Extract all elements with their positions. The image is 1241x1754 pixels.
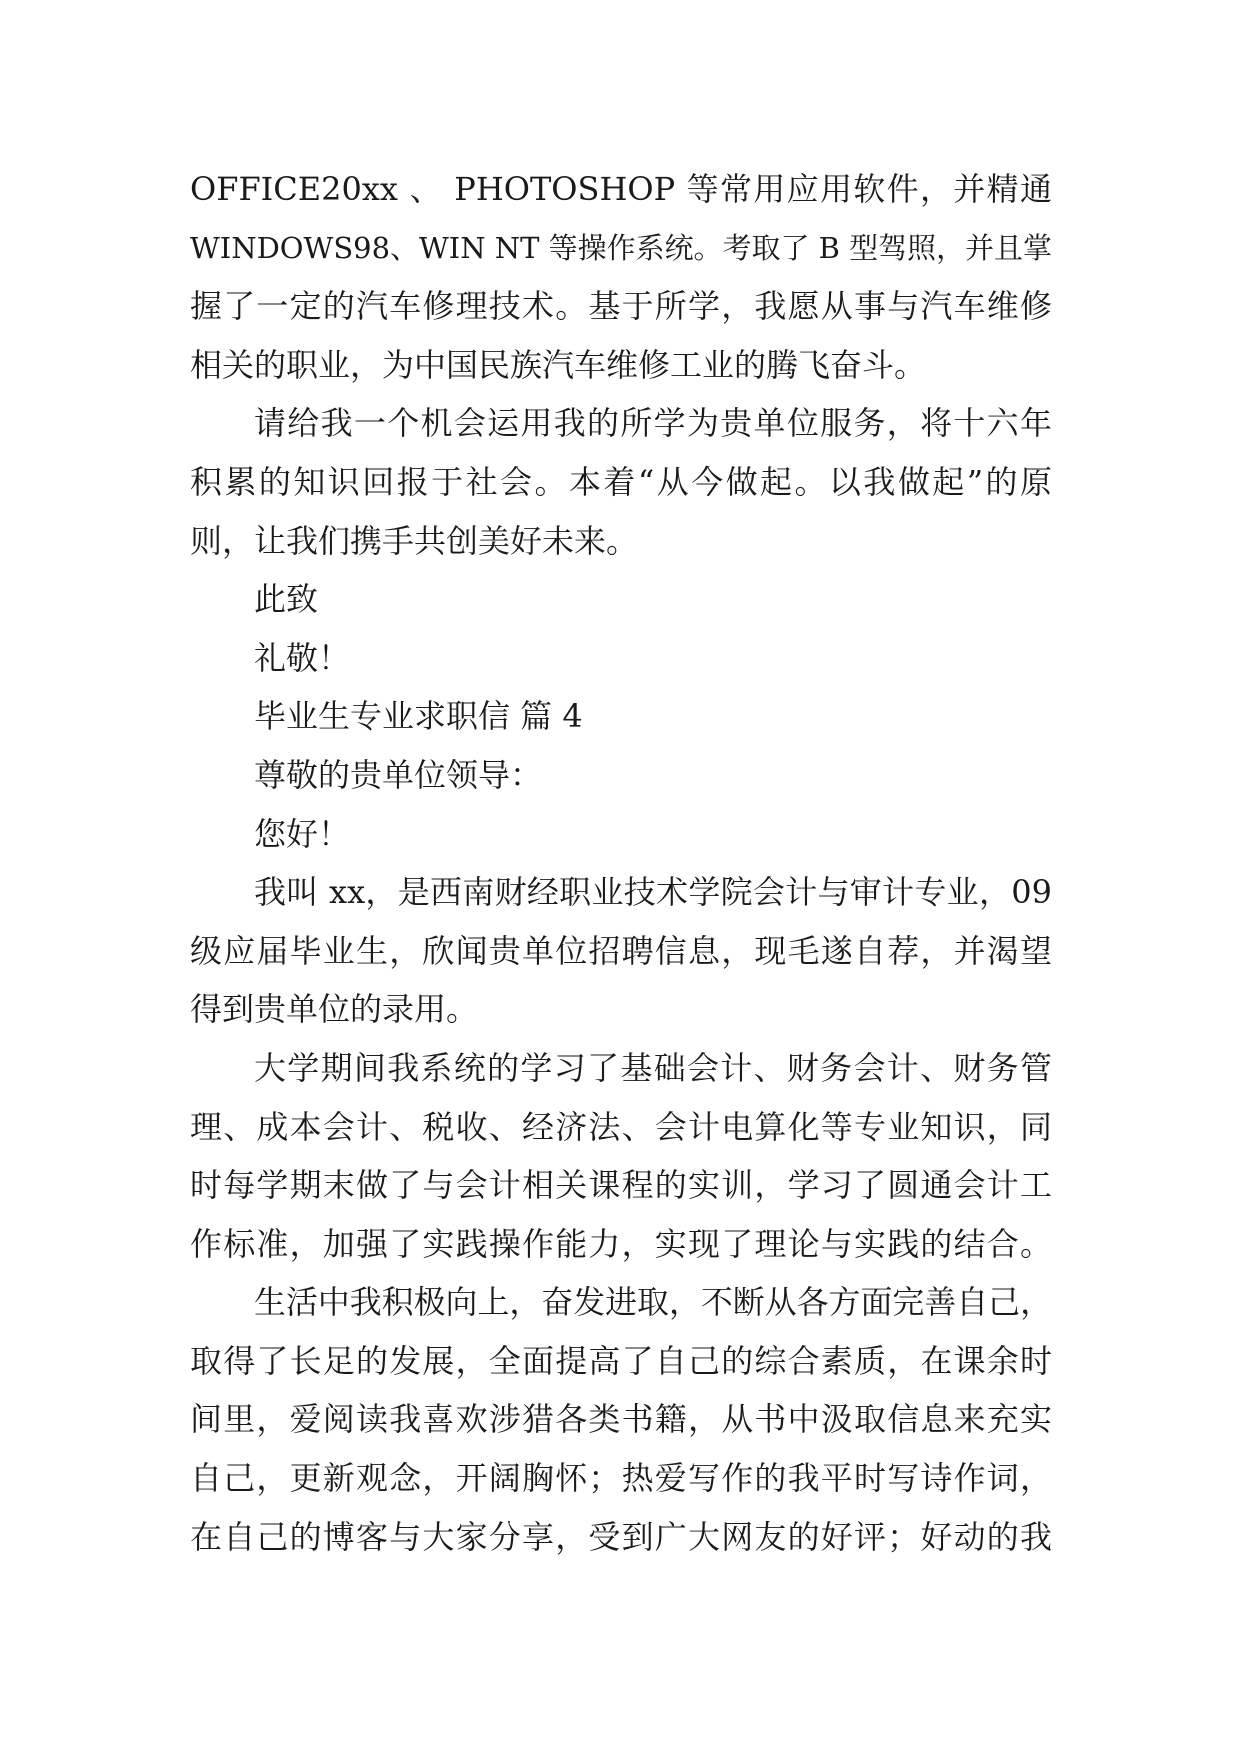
text-line: 生活中我积极向上，奋发进取，不断从各方面完善自己， — [254, 1283, 1052, 1322]
text-line: 作标准，加强了实践操作能力，实现了理论与实践的结合。 — [190, 1224, 1052, 1263]
text-line: 尊敬的贵单位领导： — [254, 755, 543, 794]
text-line: 毕业生专业求职信 篇 4 — [254, 697, 583, 736]
text-line: 握了一定的汽车修理技术。基于所学，我愿从事与汽车维修 — [190, 287, 1052, 326]
text-line: 礼敬！ — [254, 638, 351, 677]
text-line: 自己，更新观念，开阔胸怀；热爱写作的我平时写诗作词， — [190, 1459, 1052, 1498]
document-body — [190, 160, 1052, 1566]
text-line: 大学期间我系统的学习了基础会计、财务会计、财务管 — [254, 1048, 1052, 1087]
text-line: 时每学期末做了与会计相关课程的实训，学习了圆通会计工 — [190, 1166, 1052, 1205]
text-line: 积累的知识回报于社会。本着“从今做起。以我做起”的原 — [190, 462, 1052, 501]
text-line: 此致 — [254, 580, 319, 619]
text-line: 您好！ — [254, 814, 351, 853]
text-line: 得到贵单位的录用。 — [190, 990, 479, 1029]
text-line: OFFICE20xx 、 PHOTOSHOP 等常用应用软件，并精通 — [190, 170, 1052, 208]
text-line: WINDOWS98、WIN NT 等操作系统。考取了 B 型驾照，并且掌 — [190, 230, 1052, 265]
text-line: 则，让我们携手共创美好未来。 — [190, 521, 639, 560]
text-line: 取得了长足的发展，全面提高了自己的综合素质，在课余时 — [190, 1341, 1052, 1380]
text-line: 请给我一个机会运用我的所学为贵单位服务，将十六年 — [254, 404, 1052, 443]
text-line: 在自己的博客与大家分享，受到广大网友的好评；好动的我 — [190, 1517, 1052, 1556]
text-line: 理、成本会计、税收、经济法、会计电算化等专业知识，同 — [190, 1107, 1052, 1146]
text-line: 我叫 xx，是西南财经职业技术学院会计与审计专业，09 — [254, 873, 1052, 912]
text-line: 间里，爱阅读我喜欢涉猎各类书籍，从书中汲取信息来充实 — [190, 1400, 1052, 1439]
text-line: 相关的职业，为中国民族汽车维修工业的腾飞奋斗。 — [190, 345, 927, 384]
text-line: 级应届毕业生，欣闻贵单位招聘信息，现毛遂自荐，并渴望 — [190, 931, 1052, 970]
